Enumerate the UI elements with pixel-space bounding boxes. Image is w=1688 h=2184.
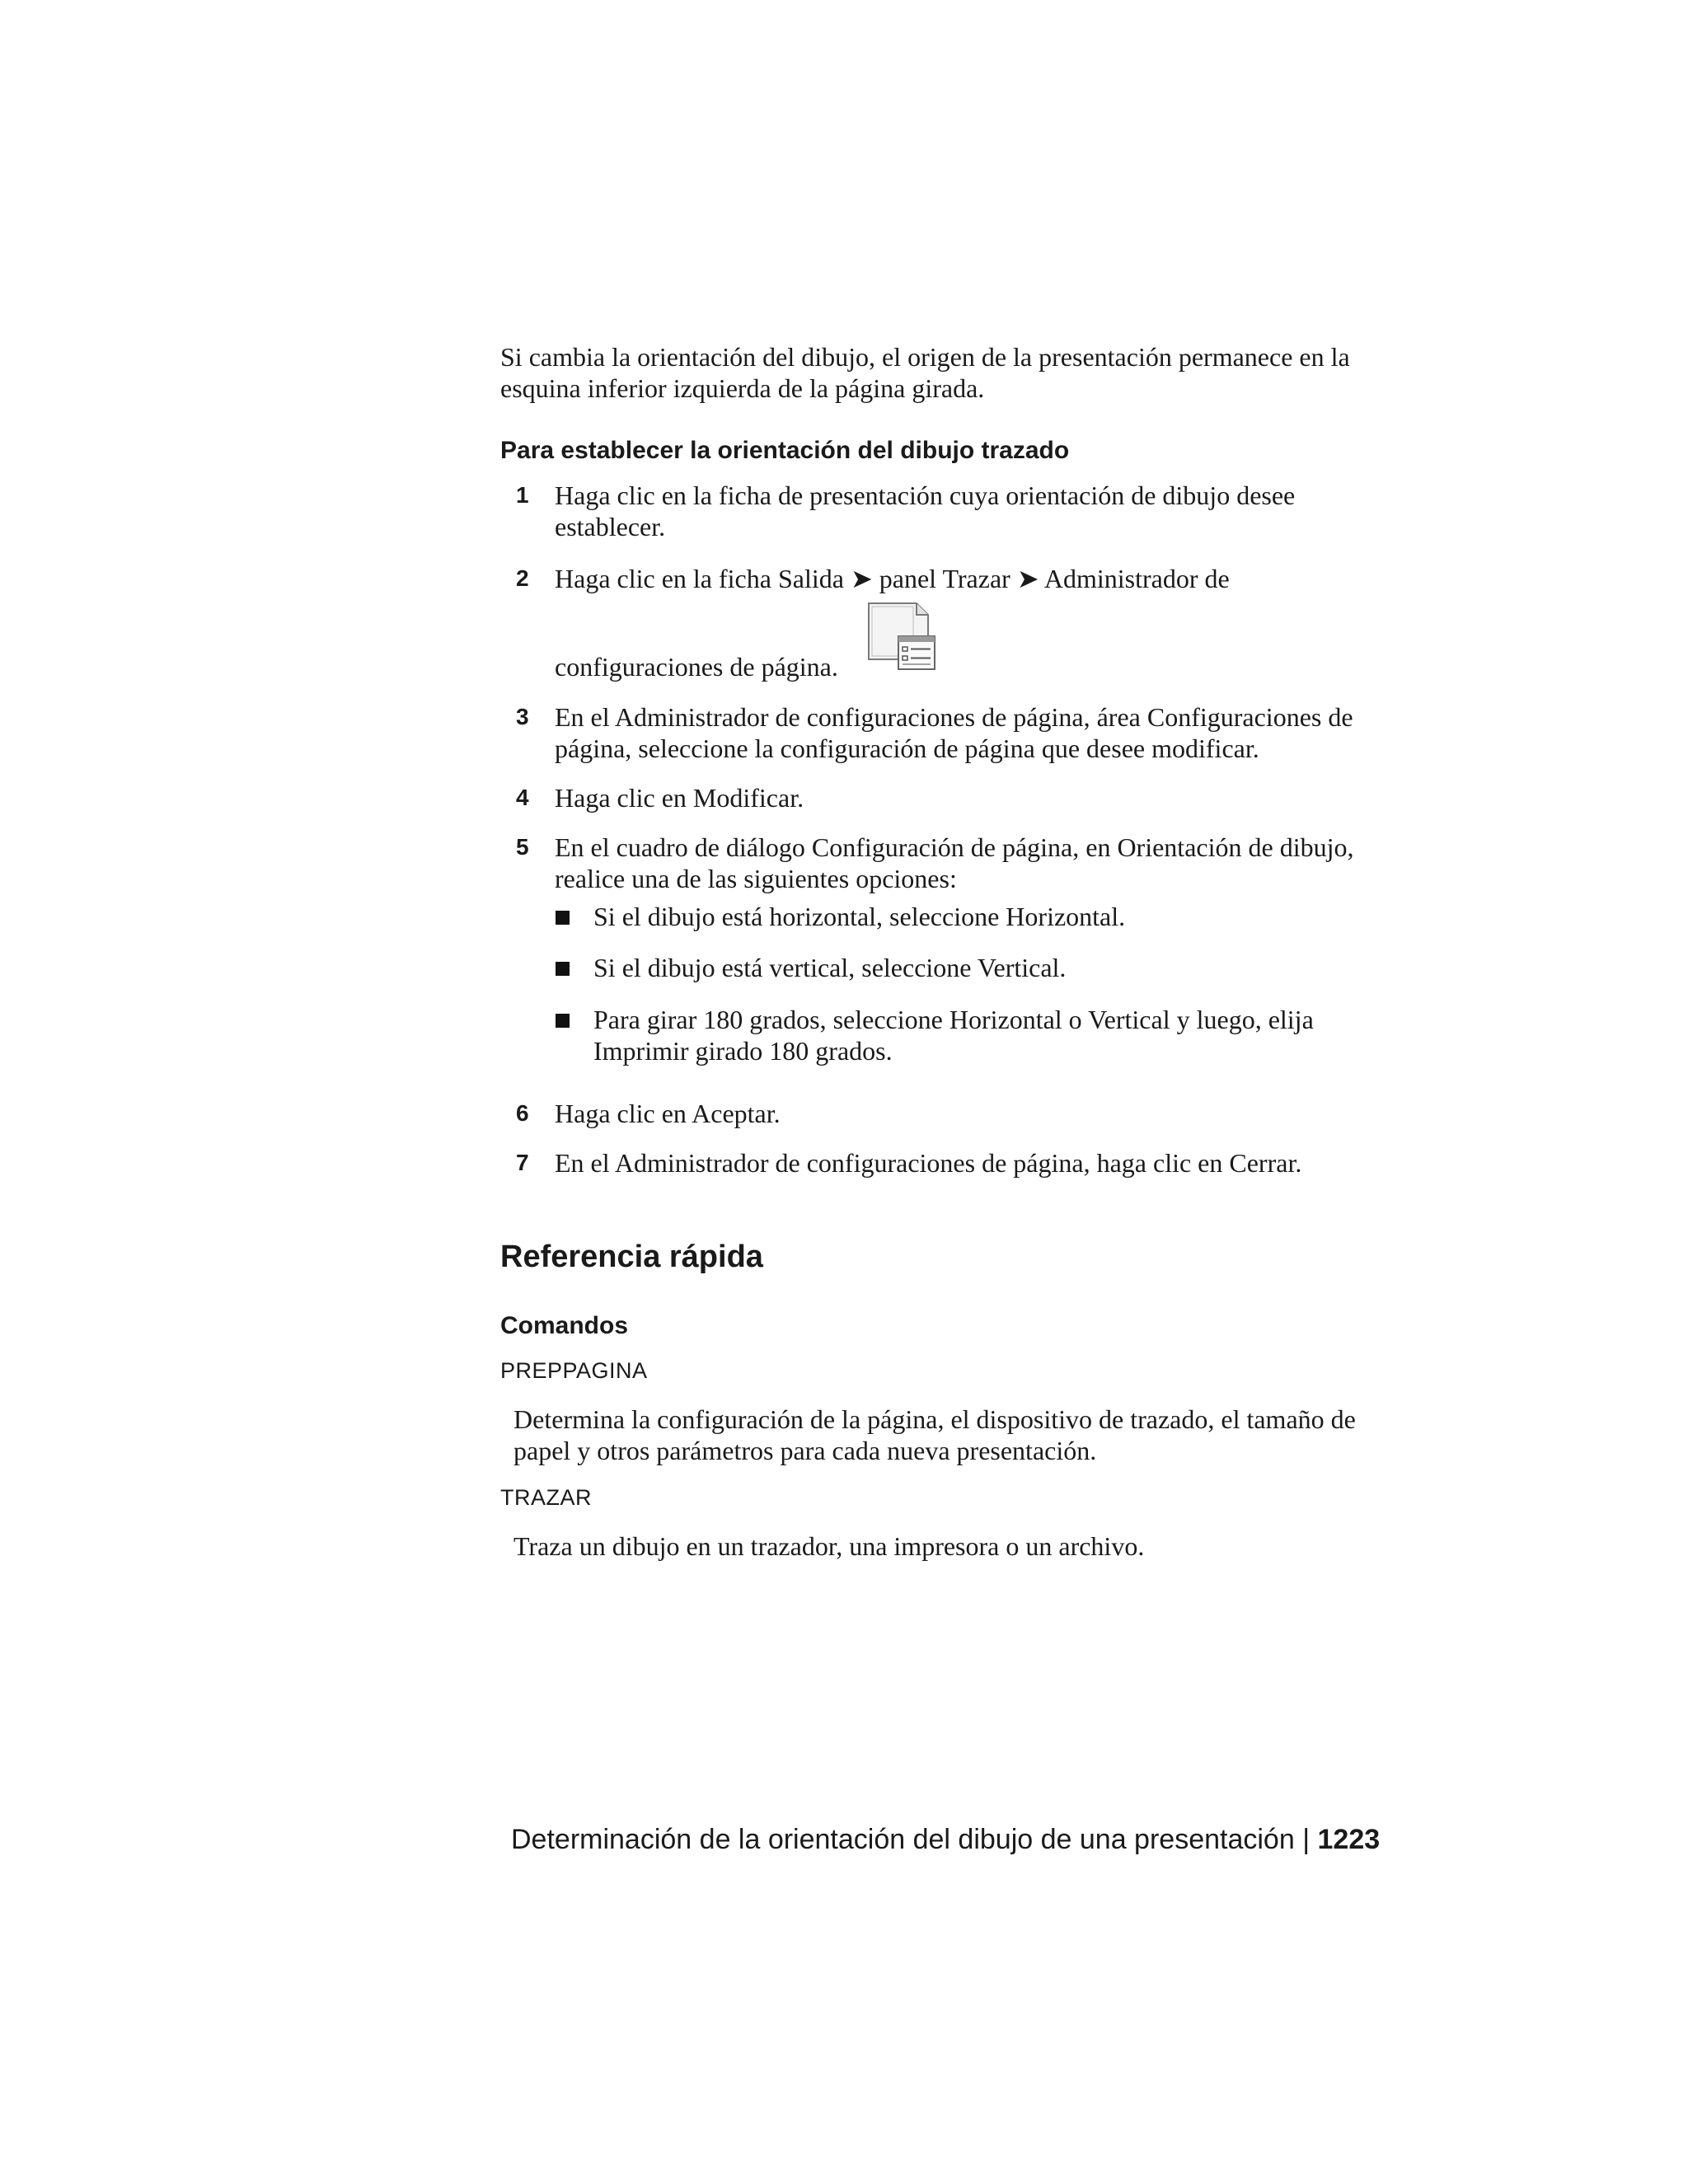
- step-text: Haga clic en la ficha de presentación cuya orientación de dibujo desee establecer.: [555, 480, 1296, 541]
- page-setup-manager-icon: [865, 602, 938, 674]
- commands-heading: Comandos: [500, 1312, 629, 1339]
- step-number: 2: [516, 565, 529, 591]
- step-number: 7: [516, 1150, 529, 1175]
- bullet-text: Para girar 180 grados, seleccione Horizontal o Vertical y luego, elija Imprimir girado 180 grados.: [593, 1005, 1314, 1066]
- command-name: PREPPAGINA: [500, 1358, 648, 1383]
- intro-paragraph: Si cambia la orientación del dibujo, el origen de la presentación permanece en la esquina inferior izquierda de la página girada.: [500, 342, 1350, 403]
- step-number: 1: [516, 482, 529, 508]
- section-heading: Referencia rápida: [500, 1240, 763, 1274]
- step-number: 4: [516, 785, 529, 810]
- step-text: Haga clic en Modificar.: [555, 783, 804, 813]
- step-text: Haga clic en Aceptar.: [555, 1099, 781, 1128]
- page-number: 1223: [1317, 1824, 1381, 1855]
- step-text: En el Administrador de configuraciones de página, haga clic en Cerrar.: [555, 1148, 1302, 1178]
- step-number: 5: [516, 834, 529, 860]
- procedure-heading: Para establecer la orientación del dibujo trazado: [500, 437, 1070, 464]
- bullet-text: Si el dibujo está horizontal, seleccione Horizontal.: [593, 902, 1126, 931]
- footer-separator: |: [1302, 1824, 1311, 1855]
- step-number: 6: [516, 1100, 529, 1126]
- command-description: Traza un dibujo en un trazador, una impresora o un archivo.: [513, 1531, 1145, 1561]
- command-name: TRAZAR: [500, 1485, 592, 1510]
- step-text-line-2: configuraciones de página.: [555, 652, 838, 682]
- square-bullet-icon: [556, 911, 570, 925]
- square-bullet-icon: [556, 962, 570, 976]
- step-text-line-1: Haga clic en la ficha Salida ➤ panel Trazar ➤ Administrador de: [555, 564, 1230, 593]
- step-text: En el Administrador de configuraciones de página, área Configuraciones de página, seleccione la configuración de página que desee modificar.: [555, 702, 1353, 763]
- page-footer: [511, 1823, 1385, 1856]
- square-bullet-icon: [556, 1014, 570, 1028]
- step-text: En el cuadro de diálogo Configuración de página, en Orientación de dibujo, realice una de las siguientes opciones:: [555, 832, 1354, 893]
- step-number: 3: [516, 704, 529, 729]
- command-description: Determina la configuración de la página, el dispositivo de trazado, el tamaño de papel y otros parámetros para cada nueva presentación.: [513, 1404, 1356, 1465]
- footer-title: Determinación de la orientación del dibujo de una presentación: [511, 1824, 1295, 1855]
- bullet-text: Si el dibujo está vertical, seleccione Vertical.: [593, 953, 1067, 982]
